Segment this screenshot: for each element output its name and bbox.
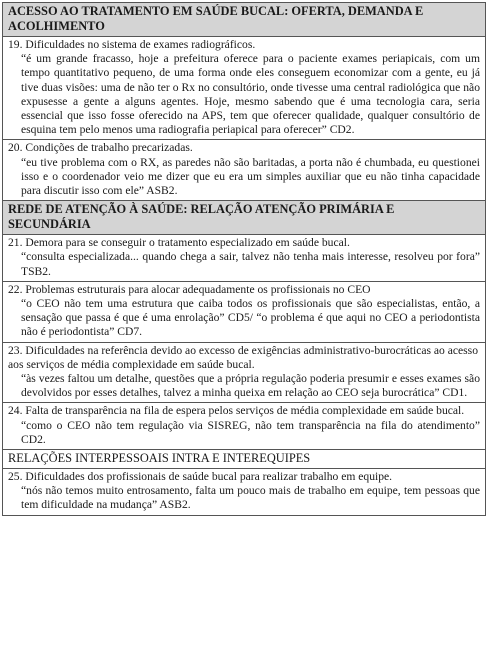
item-quote: “consulta especializada... quando chega a sair, talvez não tenha mais interesse, resolveu por fora” TSB2.: [21, 250, 480, 278]
item-heading: 22. Problemas estruturais para alocar adequadamente os profissionais no CEO: [8, 282, 371, 296]
section-title-text: REDE DE ATENÇÃO À SAÚDE: RELAÇÃO ATENÇÃO PRIMÁRIA E SECUNDÁRIA: [8, 202, 395, 232]
item-quote: “como o CEO não tem regulação via SISREG, não tem transparência na fila do atendimento” CD2.: [21, 418, 480, 446]
item-quote: “é um grande fracasso, hoje a prefeitura oferece para o paciente exames periapicais, com um tempo quantitativo pequeno, de uma forma onde eles conseguem economizar com a gente, eu já tive duas visões: uma de não ter o Rx no consultório, onde tivesse uma central radiológica que não expusesse a gente a alguns agentes. Hoje, mesmo sabendo que é uma tecnologia cara, seria essencial que isso fosse oferecido na APS, tem que oferecer qualidade, qualquer consultório de esquina tem pelo menos uma radiografia periapical para oferecer” CD2.: [21, 52, 480, 137]
section-title-access: [3, 3, 486, 37]
item-cell-21: [3, 235, 486, 282]
results-table: [2, 2, 486, 516]
item-quote: “o CEO não tem uma estrutura que caiba todos os profissionais que são especialistas, então, a sensação que passa é que é uma enrolação” CD5/ “o problema é que aqui no CEO a periodontista não é periodontista” CD7.: [21, 297, 480, 339]
item-heading: 24. Falta de transparência na fila de espera pelos serviços de média complexidade em saúde bucal.: [8, 404, 465, 418]
table-row: [3, 37, 486, 140]
item-heading: 20. Condições de trabalho precarizadas.: [8, 141, 193, 155]
section-title-relations: [3, 450, 486, 469]
item-quote: “nós não temos muito entrosamento, falta um pouco mais de trabalho em equipe, tem pessoas que tem dificuldade na mudança” ASB2.: [21, 484, 480, 512]
item-quote: “eu tive problema com o RX, as paredes não são baritadas, a porta não é chumbada, eu questionei isso e o coordenador veio me dizer que eu era um simples auxiliar que eu não tinha capacidade para discutir isso com ele” ASB2.: [21, 155, 480, 198]
item-heading: 23. Dificuldades na referência devido ao excesso de exigências administrativo-burocráticas ao acesso aos serviços de média complexidade em saúde bucal.: [8, 343, 478, 371]
section-header-row: [3, 450, 486, 469]
item-cell-23: [3, 342, 486, 403]
section-header-row: [3, 3, 486, 37]
item-cell-22: [3, 281, 486, 342]
section-title-network: [3, 201, 486, 235]
item-heading: 21. Demora para se conseguir o tratamento especializado em saúde bucal.: [8, 236, 350, 250]
item-cell-19: [3, 37, 486, 140]
table-row: [3, 281, 486, 342]
item-cell-25: [3, 469, 486, 516]
section-title-text: ACESSO AO TRATAMENTO EM SAÚDE BUCAL: OFERTA, DEMANDA E ACOLHIMENTO: [8, 4, 424, 33]
section-header-row: [3, 201, 486, 235]
table-row: [3, 403, 486, 450]
table-row: [3, 469, 486, 516]
item-heading: 19. Dificuldades no sistema de exames radiográficos.: [8, 38, 256, 51]
table-row: [3, 235, 486, 282]
item-cell-24: [3, 403, 486, 450]
item-heading: 25. Dificuldades dos profissionais de saúde bucal para realizar trabalho em equipe.: [8, 470, 393, 484]
item-cell-20: [3, 140, 486, 201]
table-row: [3, 342, 486, 403]
section-title-text: RELAÇÕES INTERPESSOAIS INTRA E INTEREQUIPES: [8, 451, 311, 466]
item-quote: “às vezes faltou um detalhe, questões que a própria regulação poderia presumir e esses exames são devolvidos por esses detalhes, talvez a minha queixa em relação ao CEO seja burocrática” CD1.: [21, 372, 480, 400]
table-row: [3, 140, 486, 201]
